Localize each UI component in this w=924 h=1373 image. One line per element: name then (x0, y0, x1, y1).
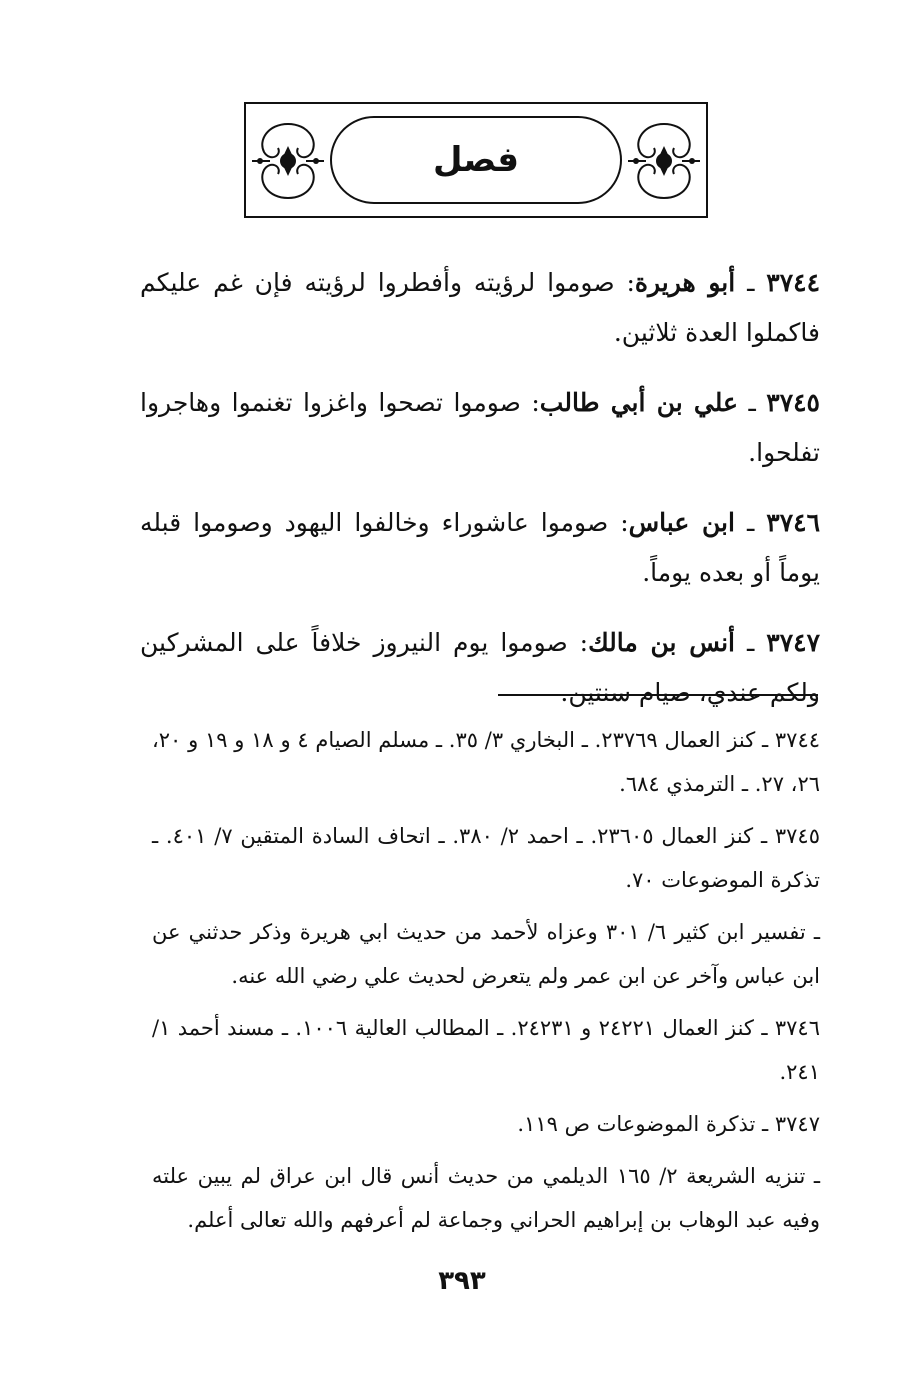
footnote: ٣٧٤٧ ـ تذكرة الموضوعات ص ١١٩. (517, 1112, 820, 1136)
entry-number: ٣٧٤٤ (766, 268, 821, 297)
hadith-entry: ٣٧٤٧ ـ أنس بن مالك: صوموا يوم النيروز خلافاً على المشركين ولكم عندي، صيام سنتين. (140, 628, 820, 707)
hadith-entry: ٣٧٤٥ ـ علي بن أبي طالب: صوموا تصحوا واغزوا تغنموا وهاجروا تفلحوا. (140, 388, 820, 467)
footnote: ٣٧٤٤ ـ كنز العمال ٢٣٧٦٩. ـ البخاري ٣/ ٣٥. ـ مسلم الصيام ٤ و ١٨ و ١٩ و ٢٠، ٢٦، ٢٧. ـ الترمذي ٦٨٤. (152, 728, 821, 796)
entry-text: صوموا عاشوراء وخالفوا اليهود وصوموا قبله يوماً أو بعده يوماً. (140, 508, 820, 587)
footnote: ـ تفسير ابن كثير ٦/ ٣٠١ وعزاه لأحمد من حديث ابي هريرة وذكر حدثني عن ابن عباس وآخر عن ابن عمر ولم يتعرض لحديث علي رضي الله عنه. (152, 920, 820, 988)
ornament-left-icon (248, 118, 328, 204)
footnote: ٣٧٤٥ ـ كنز العمال ٢٣٦٠٥. ـ احمد ٢/ ٣٨٠. ـ اتحاف السادة المتقين ٧/ ٤٠١. ـ تذكرة الموضوعات ٧٠. (152, 824, 820, 892)
entry-narrator: ابن عباس (628, 508, 735, 537)
entry-number: ٣٧٤٥ (766, 388, 820, 417)
entry-narrator: أنس بن مالك (588, 628, 736, 657)
entry-narrator: علي بن أبي طالب (539, 388, 738, 417)
entry-text: صوموا لرؤيته وأفطروا لرؤيته فإن غم عليكم فاكملوا العدة ثلاثين. (140, 268, 820, 347)
entry-text: صوموا تصحوا واغزوا تغنموا وهاجروا تفلحوا. (140, 388, 820, 467)
ornament-right-icon (624, 118, 704, 204)
hadith-entry: ٣٧٤٤ ـ أبو هريرة: صوموا لرؤيته وأفطروا لرؤيته فإن غم عليكم فاكملوا العدة ثلاثين. (140, 268, 821, 347)
page-number: ٣٩٣ (438, 1266, 486, 1296)
entry-number: ٣٧٤٧ (766, 628, 820, 657)
footnotes (152, 718, 820, 1250)
hadith-list (140, 258, 820, 738)
title-frame (244, 102, 708, 218)
hadith-entry: ٣٧٤٦ ـ ابن عباس: صوموا عاشوراء وخالفوا اليهود وصوموا قبله يوماً أو بعده يوماً. (140, 508, 821, 587)
entry-narrator: أبو هريرة (634, 268, 736, 297)
footnote: ـ تنزيه الشريعة ٢/ ١٦٥ الديلمي من حديث أنس قال ابن عراق لم يبين علته وفيه عبد الوهاب بن إبراهيم الحراني وجماعة لم أعرفهم والله تعالى أعلم. (152, 1164, 820, 1232)
footnote: ٣٧٤٦ ـ كنز العمال ٢٤٢٢١ و ٢٤٢٣١. ـ المطالب العالية ١٠٠٦. ـ مسند أحمد ١/ ٢٤١. (152, 1016, 820, 1084)
entry-number: ٣٧٤٦ (766, 508, 821, 537)
footnote-divider (498, 694, 818, 696)
entry-text: صوموا يوم النيروز خلافاً على المشركين ولكم عندي، صيام سنتين. (140, 628, 820, 707)
title-cartouche (330, 116, 622, 204)
section-title: فصل (432, 140, 520, 180)
